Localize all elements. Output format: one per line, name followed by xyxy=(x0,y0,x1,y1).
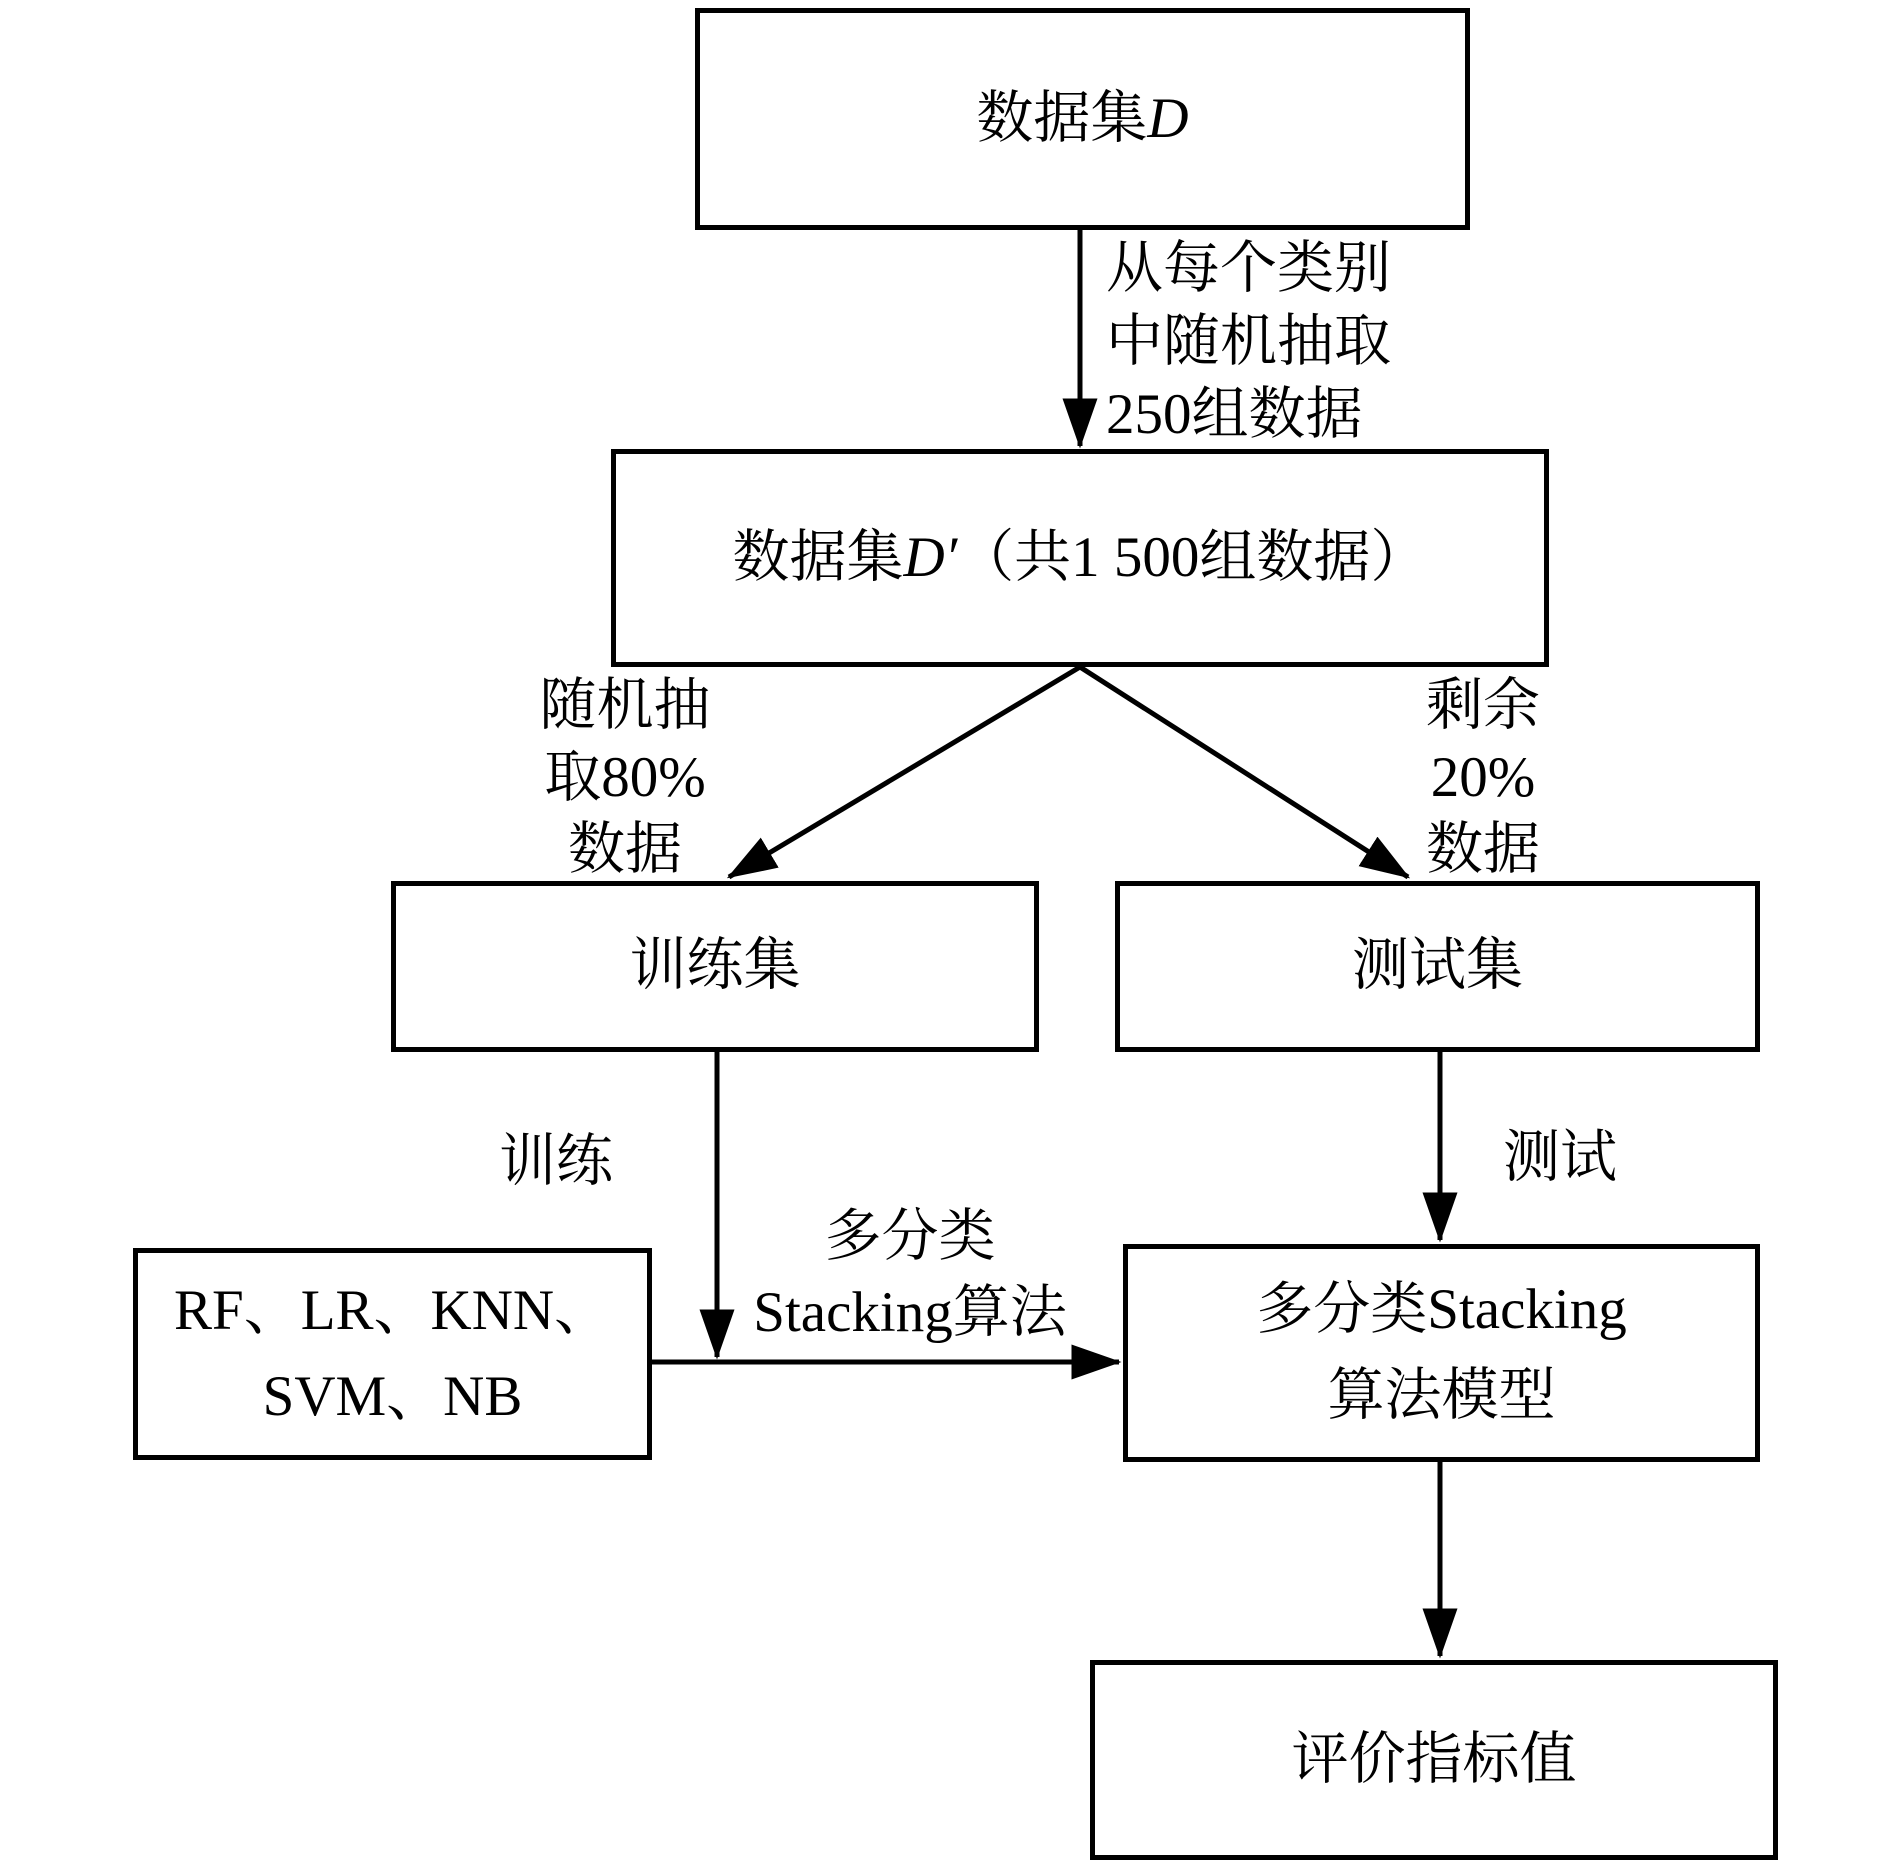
label-sample-80-line-1: 随机抽 xyxy=(539,674,711,737)
label-sample-80-line-3: 数据 xyxy=(568,818,682,881)
label-sample-250-line-3: 250组数据 xyxy=(1106,383,1363,446)
label-sample-80-line-2: 取80% xyxy=(544,746,706,809)
box-dataset-d-label xyxy=(976,82,1188,156)
label-remaining-20 xyxy=(1426,670,1540,886)
dataset-d-prefix: 数据集 xyxy=(976,86,1148,150)
dataset-d-prime-variable: D′ xyxy=(903,525,958,589)
arrow-dprime-to-training-set xyxy=(729,667,1080,877)
label-test: 测试 xyxy=(1503,1126,1617,1189)
label-stacking-algorithm xyxy=(753,1199,1066,1351)
label-sample-80 xyxy=(540,670,711,886)
box-dataset-d-prime xyxy=(611,449,1549,667)
label-remaining-20-line-3: 数据 xyxy=(1426,818,1540,881)
base-learners-line-1: RF、LR、KNN、 xyxy=(173,1279,612,1342)
label-stacking-algorithm-line-2: Stacking算法 xyxy=(753,1281,1067,1344)
box-training-set-label: 训练集 xyxy=(629,934,801,998)
box-evaluation-label: 评价指标值 xyxy=(1291,1727,1577,1791)
box-base-learners xyxy=(133,1248,652,1460)
box-base-learners-label xyxy=(174,1268,611,1440)
box-stacking-model xyxy=(1123,1244,1760,1462)
box-test-set xyxy=(1115,881,1760,1052)
box-test-set-label: 测试集 xyxy=(1352,934,1523,998)
stacking-model-line-1: 多分类Stacking xyxy=(1256,1278,1627,1341)
label-train: 训练 xyxy=(499,1130,613,1193)
arrow-dprime-to-test-set xyxy=(1080,667,1408,877)
box-training-set xyxy=(391,881,1039,1052)
label-sample-250-line-2: 中随机抽取 xyxy=(1106,310,1391,373)
label-sample-250 xyxy=(1106,232,1391,451)
box-evaluation xyxy=(1090,1660,1778,1860)
dataset-d-variable: D xyxy=(1147,86,1189,150)
label-remaining-20-line-1: 剩余 xyxy=(1426,674,1540,737)
base-learners-line-2: SVM、NB xyxy=(262,1365,523,1428)
box-dataset-d-prime-label xyxy=(733,521,1428,595)
dataset-d-prime-suffix: （共1 500组数据） xyxy=(957,525,1428,589)
stacking-model-line-2: 算法模型 xyxy=(1327,1364,1556,1427)
label-sample-250-line-1: 从每个类别 xyxy=(1106,237,1391,300)
box-stacking-model-label xyxy=(1256,1267,1626,1439)
dataset-d-prime-prefix: 数据集 xyxy=(732,525,904,589)
label-stacking-algorithm-line-1: 多分类 xyxy=(824,1205,996,1268)
box-dataset-d xyxy=(695,8,1470,230)
label-remaining-20-line-2: 20% xyxy=(1430,746,1536,809)
